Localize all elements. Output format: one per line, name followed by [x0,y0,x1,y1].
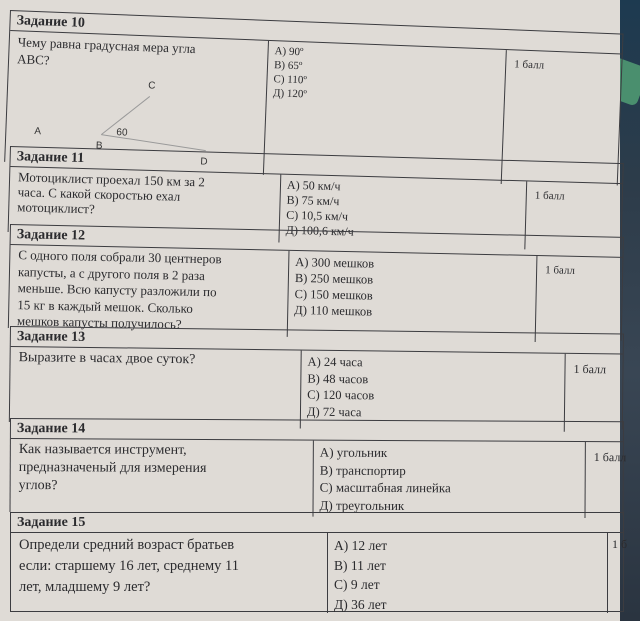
task-title: Задание 11 [10,147,622,184]
answer-option: В) транспортир [319,462,406,478]
question-line: капусты, а с другого поля в 2 раза [17,263,206,283]
point-a-label: A [34,126,42,138]
question-line: предназначеный для измерения [18,460,207,477]
task-sheet [10,0,628,620]
task-title: Задание 12 [11,225,623,258]
point-c-label: C [147,80,156,92]
answer-option: А) 12 лет [334,538,388,553]
answer-option: А) 24 часа [307,354,363,370]
question-line: часа. С какой скоростью ехал [17,184,181,204]
score-cell: 1 балл [501,50,593,187]
score-cell: 1 балл [535,256,624,344]
angle-value-label: 60 [116,127,128,139]
answer-option: С) 120 часов [307,387,375,403]
task-title: Задание 15 [11,513,623,533]
task-14 [10,418,627,515]
question-line: меньше. Всю капусту разложили по [17,280,217,300]
question-line: С одного поля собрали 30 центнеров [18,247,222,267]
score-cell: 1 балл [564,354,640,433]
answer-option: А) 90º [274,45,304,59]
answer-option: С) масштабная линейка [319,479,451,496]
question-line: если: старшему 16 лет, среднему 11 [19,558,239,574]
answer-option: Д) 100,6 км/ч [285,222,354,239]
answer-option: С) 9 лет [334,577,380,592]
question-line: мотоциклист? [17,199,95,217]
answer-option: Д) 72 часа [306,404,362,419]
task-title: Задание 14 [11,419,623,442]
question-line: Определи средний возраст братьев [19,537,235,553]
question-line: лет, младшему 9 лет? [19,579,151,595]
question-line: АВС? [16,51,50,68]
answer-option: С) 110º [273,73,308,87]
question-line: мешков капусты получилось? [16,313,182,332]
answer-option: Д) 36 лет [334,596,387,612]
task-15 [10,512,628,612]
answer-option: Д) 110 мешков [294,302,373,319]
answer-options [287,251,542,342]
answer-option: В) 250 мешков [294,270,374,287]
answer-option: А) 50 км/ч [286,177,341,194]
answer-options [327,533,616,613]
score-cell: 1 б [607,533,636,613]
question-line: 15 кг в каждый мешок. Сколько [17,296,193,316]
answer-option: В) 75 км/ч [286,192,340,209]
score-cell: 1 балл [524,181,613,251]
answer-option: В) 48 часов [307,371,369,386]
point-d-label: D [200,156,208,168]
question-line: Как называется инструмент, [18,442,187,458]
answer-option: В) 11 лет [334,557,386,573]
answer-option: А) угольник [319,444,388,460]
question-line: Мотоциклист проехал 150 км за 2 [17,169,206,190]
question-line: углов? [18,478,58,494]
task-title: Задание 10 [10,11,622,54]
answer-option: А) 300 мешков [295,254,375,271]
answer-options [312,441,591,518]
point-b-label: B [95,140,103,152]
question-line: Выразите в часах двое суток? [18,350,196,368]
task-title: Задание 13 [11,327,623,354]
score-cell: 1 балл [584,442,640,518]
task-13 [9,326,624,429]
answer-option: С) 10,5 км/ч [285,207,349,224]
answer-option: С) 150 мешков [294,286,373,303]
answer-option: В) 65º [273,59,303,73]
question-line: Чему равна градусная мера угла [17,34,196,57]
task-12 [8,224,624,341]
answer-option: Д) треугольник [319,497,405,513]
answer-option: Д) 120º [272,87,308,101]
